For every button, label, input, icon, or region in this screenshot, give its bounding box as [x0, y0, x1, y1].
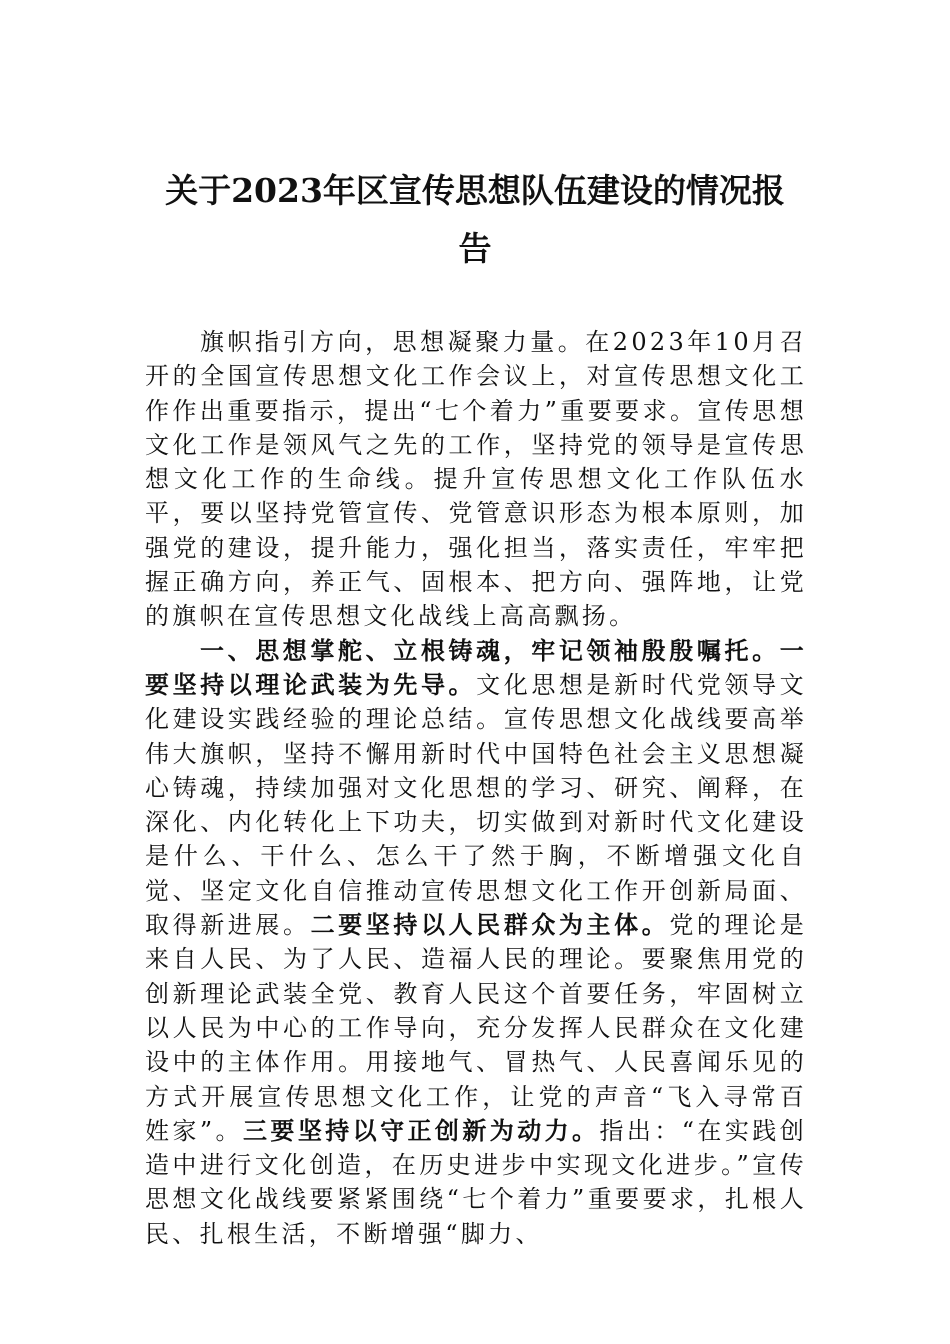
point-two-text: 党的理论是来自人民、为了人民、造福人民的理论。要聚焦用党的创新理论武装全党、教育人民这个首要任务，牢固树立以人民为中心的工作导向，充分发挥人民群众在文化建设中的主体作用。用接地气、冒热气、人民喜闻乐见的方式开展宣传思想文化工作，让党的声音“飞入寻常百姓家”。: [145, 911, 807, 1145]
point-three-text: 指出：“在实践创造中进行文化创造，在历史进步中实现文化进步。”宣传思想文化战线要紧紧围绕“七个着力”重要要求，扎根人民、扎根生活，不断增强“脚力、: [145, 1116, 807, 1248]
paragraph-section-one: [145, 634, 807, 1251]
document-body: [145, 325, 807, 1251]
title-line-1: 关于2023年区宣传思想队伍建设的情况报: [165, 171, 785, 210]
paragraph-intro: 旗帜指引方向，思想凝聚力量。在2023年10月召开的全国宣传思想文化工作会议上，对宣传思想文化工作作出重要指示，提出“七个着力”重要要求。宣传思想文化工作是领风气之先的工作，坚持党的领导是宣传思想文化工作的生命线。提升宣传思想文化工作队伍水平，要以坚持党管宣传、党管意识形态为根本原则，加强党的建设，提升能力，强化担当，落实责任，牢牢把握正确方向，养正气、固根本、把方向、强阵地，让党的旗帜在宣传思想文化战线上高高飘扬。: [145, 328, 807, 631]
point-three-lead: 三要坚持以守正创新为动力。: [242, 1115, 600, 1145]
document-title: [140, 162, 810, 278]
title-line-2: 告: [458, 229, 492, 268]
point-one-lead: 一要坚持以理论武装为先导。: [145, 635, 807, 699]
point-two-lead: 二要坚持以人民群众为主体。: [310, 910, 670, 940]
section-heading: 一、思想掌舵、立根铸魂，牢记领袖殷殷嘱托。: [200, 635, 780, 665]
point-one-text: 文化思想是新时代党领导文化建设实践经验的理论总结。宣传思想文化战线要高举伟大旗帜，坚持不懈用新时代中国特色社会主义思想凝心铸魂，持续加强对文化思想的学习、研究、阐释，在深化、内化转化上下功夫，切实做到对新时代文化建设是什么、干什么、怎么干了然于胸，不断增强文化自觉、坚定文化自信推动宣传思想文化工作开创新局面、取得新进展。: [145, 670, 807, 940]
